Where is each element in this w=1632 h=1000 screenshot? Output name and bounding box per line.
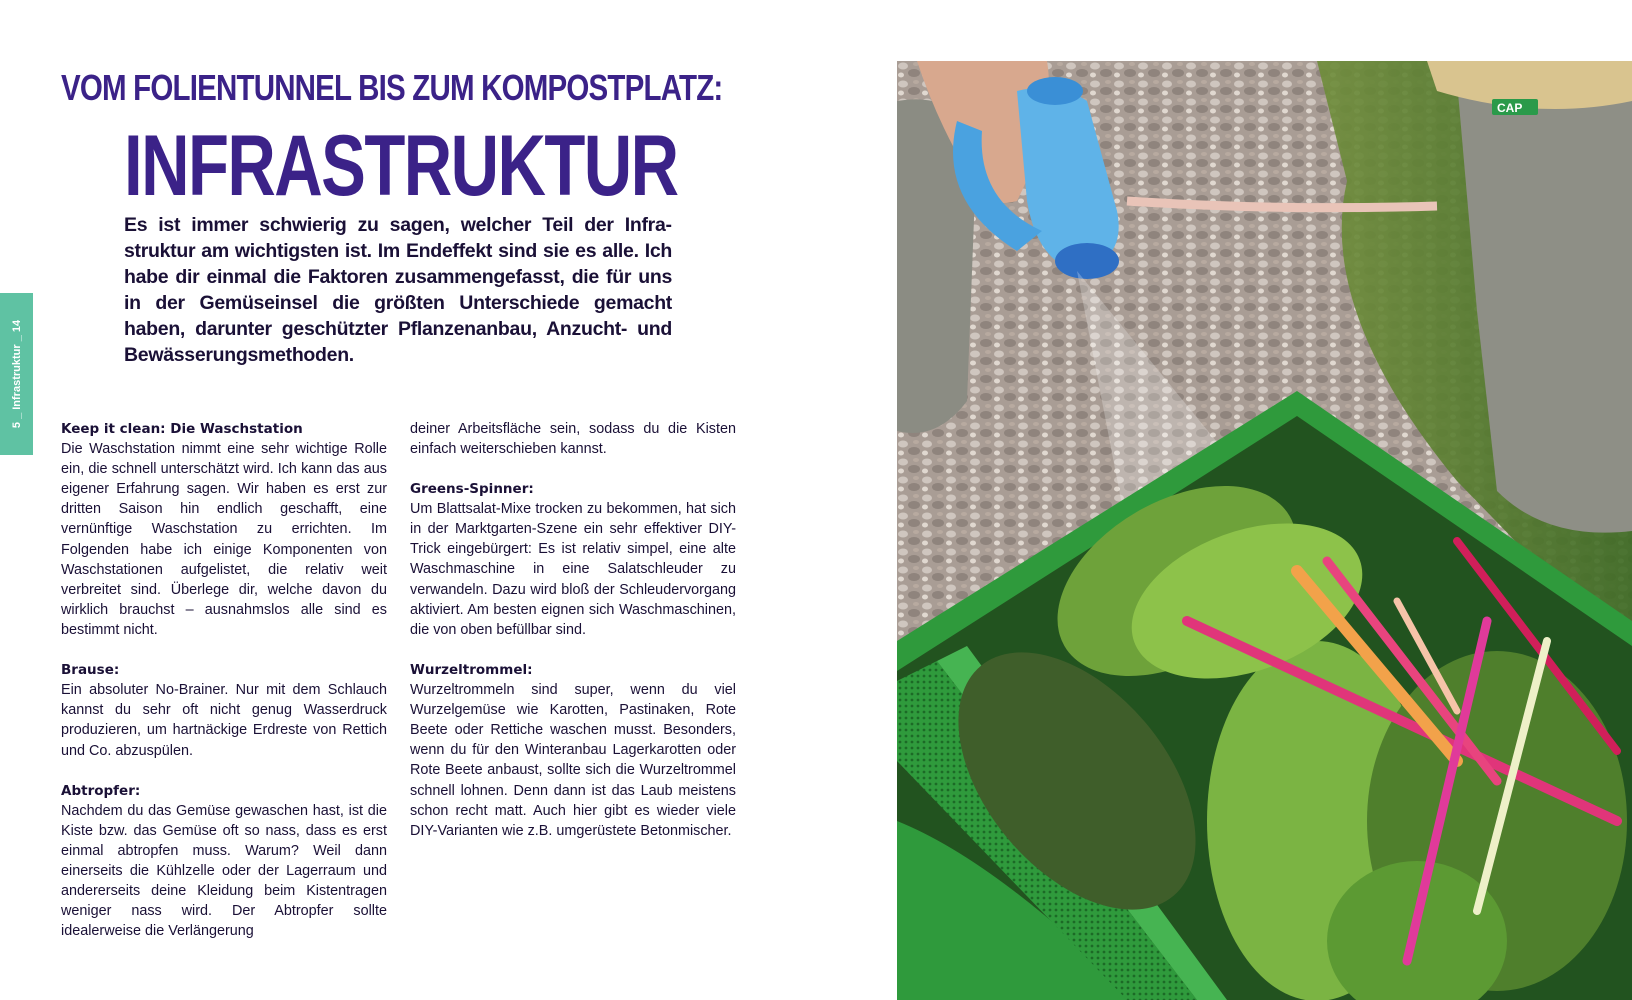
section-text: Die Waschstation nimmt eine sehr wichtige Rolle ein, die schnell unterschätzt wird. Ich kann das aus eigener Erfahrung sagen. Wir haben es erst zur dritten Saison hin endlich geschafft, eine vernünftige Waschstation zu errichten. Im Folgenden habe ich einige Komponenten von Waschstationen aufgelistet, die relativ weit verbreitet sind. Überlege dir, welche davon du wirklich brauchst – ausnahmslos alle sind es bestimmt nicht.: [61, 441, 387, 638]
section-heading: Keep it clean: Die Waschstation: [61, 421, 303, 437]
intro-paragraph: Es ist immer schwierig zu sagen, welcher Teil der Infrastruktur am wichtigsten ist. Im Endeffekt sind sie es alle. Ich habe dir einmal die Faktoren zusammengefasst, die für uns in der Gemüseinsel die größten Unterschiede gemacht haben, darunter geschützter Pflanzenanbau, Anzucht- und Bewässerungsmethoden.: [124, 214, 672, 366]
section-text-continued: deiner Arbeitsfläche sein, sodass du die Kisten einfach weiterschieben kannst.: [410, 421, 736, 458]
page-title: INFRASTRUKTUR: [124, 118, 678, 214]
section-text: Wurzeltrommeln sind super, wenn du viel Wurzelgemüse wie Karotten, Pastinaken, Rote Beete oder Rettiche waschen musst. Besonders, wenn du für den Winteranbau Lagerkarotten oder Rote Beete anbaust, sollte sich die Wurzeltrommel schnell lohnen. Denn dann ist das Laub meistens schon recht matt. Auch hier gibt es wieder viele DIY-Varianten wie z.B. umgerüstete Betonmischer.: [410, 682, 736, 839]
section-heading: Abtropfer:: [61, 782, 141, 799]
text-column-left: [61, 419, 387, 981]
boot-label: CAP: [1497, 101, 1523, 115]
text-column-right: [410, 419, 736, 861]
section-text: Um Blattsalat-Mixe trocken zu bekommen, hat sich in der Marktgarten-Szene ein sehr effektiver DIY-Trick eingebürgert: Es ist relativ simpel, eine alte Waschmaschine in eine Salatschleuder zu verwandeln. Dazu wird bloß der Schleudervorgang aktiviert. Am besten eignen sich Waschmaschinen, die von oben befüllbar sind.: [410, 501, 736, 638]
photo-washing-chard: [897, 61, 1632, 1000]
section-heading: Greens-Spinner:: [410, 481, 534, 498]
section-text: Ein absoluter No-Brainer. Nur mit dem Schlauch kannst du sehr oft nicht genug Wasserdruck produzieren, um hartnäckige Erdreste von Rettich und Co. abzuspülen.: [61, 682, 387, 759]
section-heading: Wurzeltrommel:: [410, 661, 533, 678]
section-heading: Brause:: [61, 662, 120, 679]
section-text: Nachdem du das Gemüse gewaschen hast, ist die Kiste bzw. das Gemüse oft so nass, dass es erst einmal abtropfen muss. Warum? Weil dann einerseits die Kühlzelle oder der Lagerraum und andererseits deine Kleidung beim Kistentragen weniger nass wird. Der Abtropfer sollte idealerweise die Verlängerung: [61, 802, 387, 940]
chapter-side-tab: [0, 293, 33, 455]
chapter-label: 5 _ Infrastruktur _ 14: [10, 319, 23, 429]
page-kicker: VOM FOLIENTUNNEL BIS ZUM KOMPOSTPLATZ:: [61, 67, 723, 108]
